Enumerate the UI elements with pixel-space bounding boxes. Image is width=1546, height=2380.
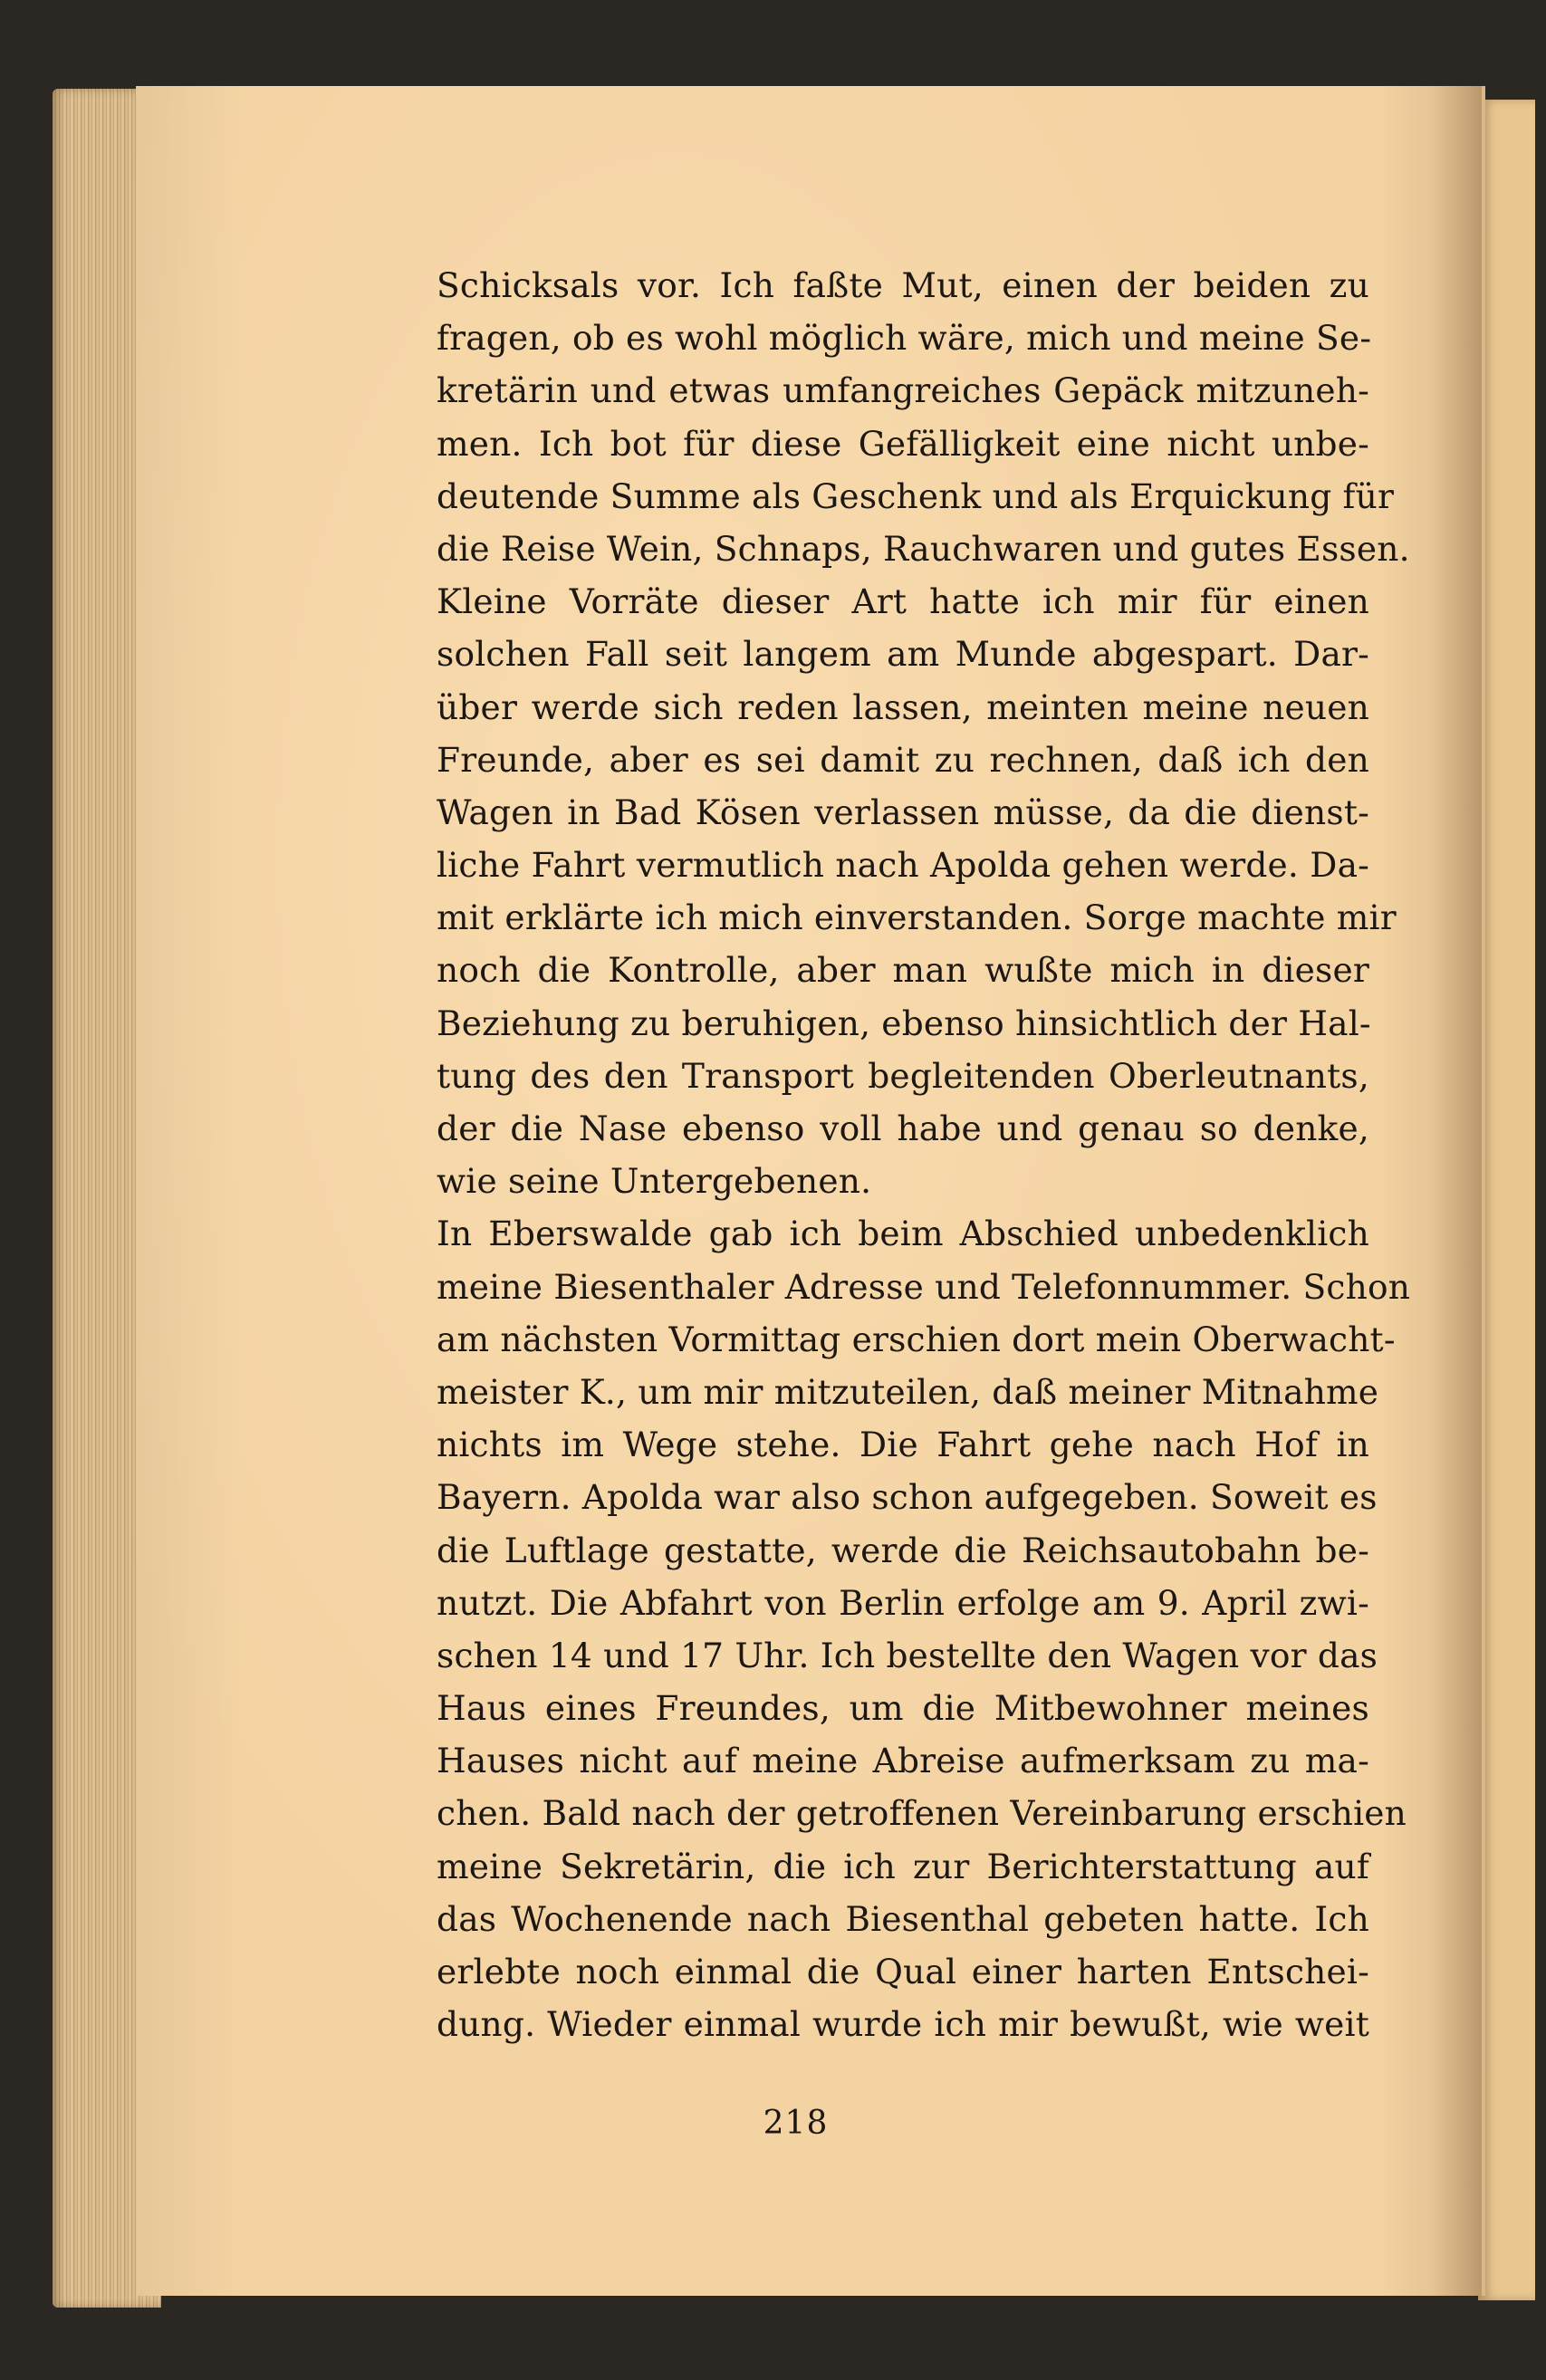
text-line: In Eberswalde gab ich beim Abschied unbedenklich [437,1214,1369,1254]
text-line: mit erklärte ich mich einverstanden. Sorge machte mir [437,897,1397,938]
text-line: der die Nase ebenso voll habe und genau so denke, [437,1108,1369,1148]
text-line: liche Fahrt vermutlich nach Apolda gehen werde. Da- [437,845,1369,886]
text-line: die Luftlage gestatte, werde die Reichsautobahn be- [437,1530,1369,1570]
text-line: men. Ich bot für diese Gefälligkeit eine nicht unbe- [437,423,1369,464]
facing-page-edge [1478,100,1535,2300]
text-line: Wagen in Bad Kösen verlassen müsse, da die dienst- [437,792,1369,832]
text-line: nichts im Wege stehe. Die Fahrt gehe nach Hof in [437,1425,1369,1465]
text-line: erlebte noch einmal die Qual einer harten Entschei- [437,1952,1369,1991]
spine-shadow [1431,86,1482,2296]
text-line: nutzt. Die Abfahrt von Berlin erfolge am 9. April zwi- [437,1582,1369,1623]
text-line: Haus eines Freundes, um die Mitbewohner meines [437,1688,1369,1729]
text-line: noch die Kontrolle, aber man wußte mich in dieser [437,950,1369,991]
text-line: über werde sich reden lassen, meinten meine neuen [437,686,1369,727]
text-line: chen. Bald nach der getroffenen Vereinbarung erschien [437,1793,1407,1834]
text-line-paragraph-end: wie seine Untergebenen. [437,1161,872,1202]
text-line: meister K., um mir mitzuteilen, daß meiner Mitnahme [437,1371,1379,1412]
text-line: dung. Wieder einmal wurde ich mir bewußt, wie weit [437,2004,1369,2045]
text-line: kretärin und etwas umfangreiches Gepäck mitzuneh- [437,370,1369,411]
text-line: tung des den Transport begleitenden Oberleutnants, [437,1055,1369,1096]
text-line: Bayern. Apolda war also schon aufgegeben. Soweit es [437,1477,1378,1518]
body-text [437,259,1411,2050]
text-line: deutende Summe als Geschenk und als Erquickung für [437,475,1395,516]
text-line: Schicksals vor. Ich faßte Mut, einen der beiden zu [437,265,1369,305]
text-line: Beziehung zu beruhigen, ebenso hinsichtlich der Hal- [437,1003,1371,1043]
text-line: meine Sekretärin, die ich zur Berichterstattung auf [437,1846,1369,1886]
text-line: Kleine Vorräte dieser Art hatte ich mir für einen [437,581,1369,622]
text-line: fragen, ob es wohl möglich wäre, mich und meine Se- [437,318,1372,359]
text-line: meine Biesenthaler Adresse und Telefonnummer. Schon [437,1266,1411,1307]
page-number: 218 [763,2105,829,2142]
text-line: Freunde, aber es sei damit zu rechnen, daß ich den [437,739,1369,780]
text-line: die Reise Wein, Schnaps, Rauchwaren und gutes Essen. [437,528,1410,569]
text-line: das Wochenende nach Biesenthal gebeten hatte. Ich [437,1898,1369,1939]
text-line: Hauses nicht auf meine Abreise aufmerksam zu ma- [437,1741,1369,1781]
text-line: solchen Fall seit langem am Munde abgespart. Dar- [437,634,1369,675]
text-line: am nächsten Vormittag erschien dort mein Oberwacht- [437,1319,1396,1359]
text-line: schen 14 und 17 Uhr. Ich bestellte den Wagen vor das [437,1635,1378,1675]
